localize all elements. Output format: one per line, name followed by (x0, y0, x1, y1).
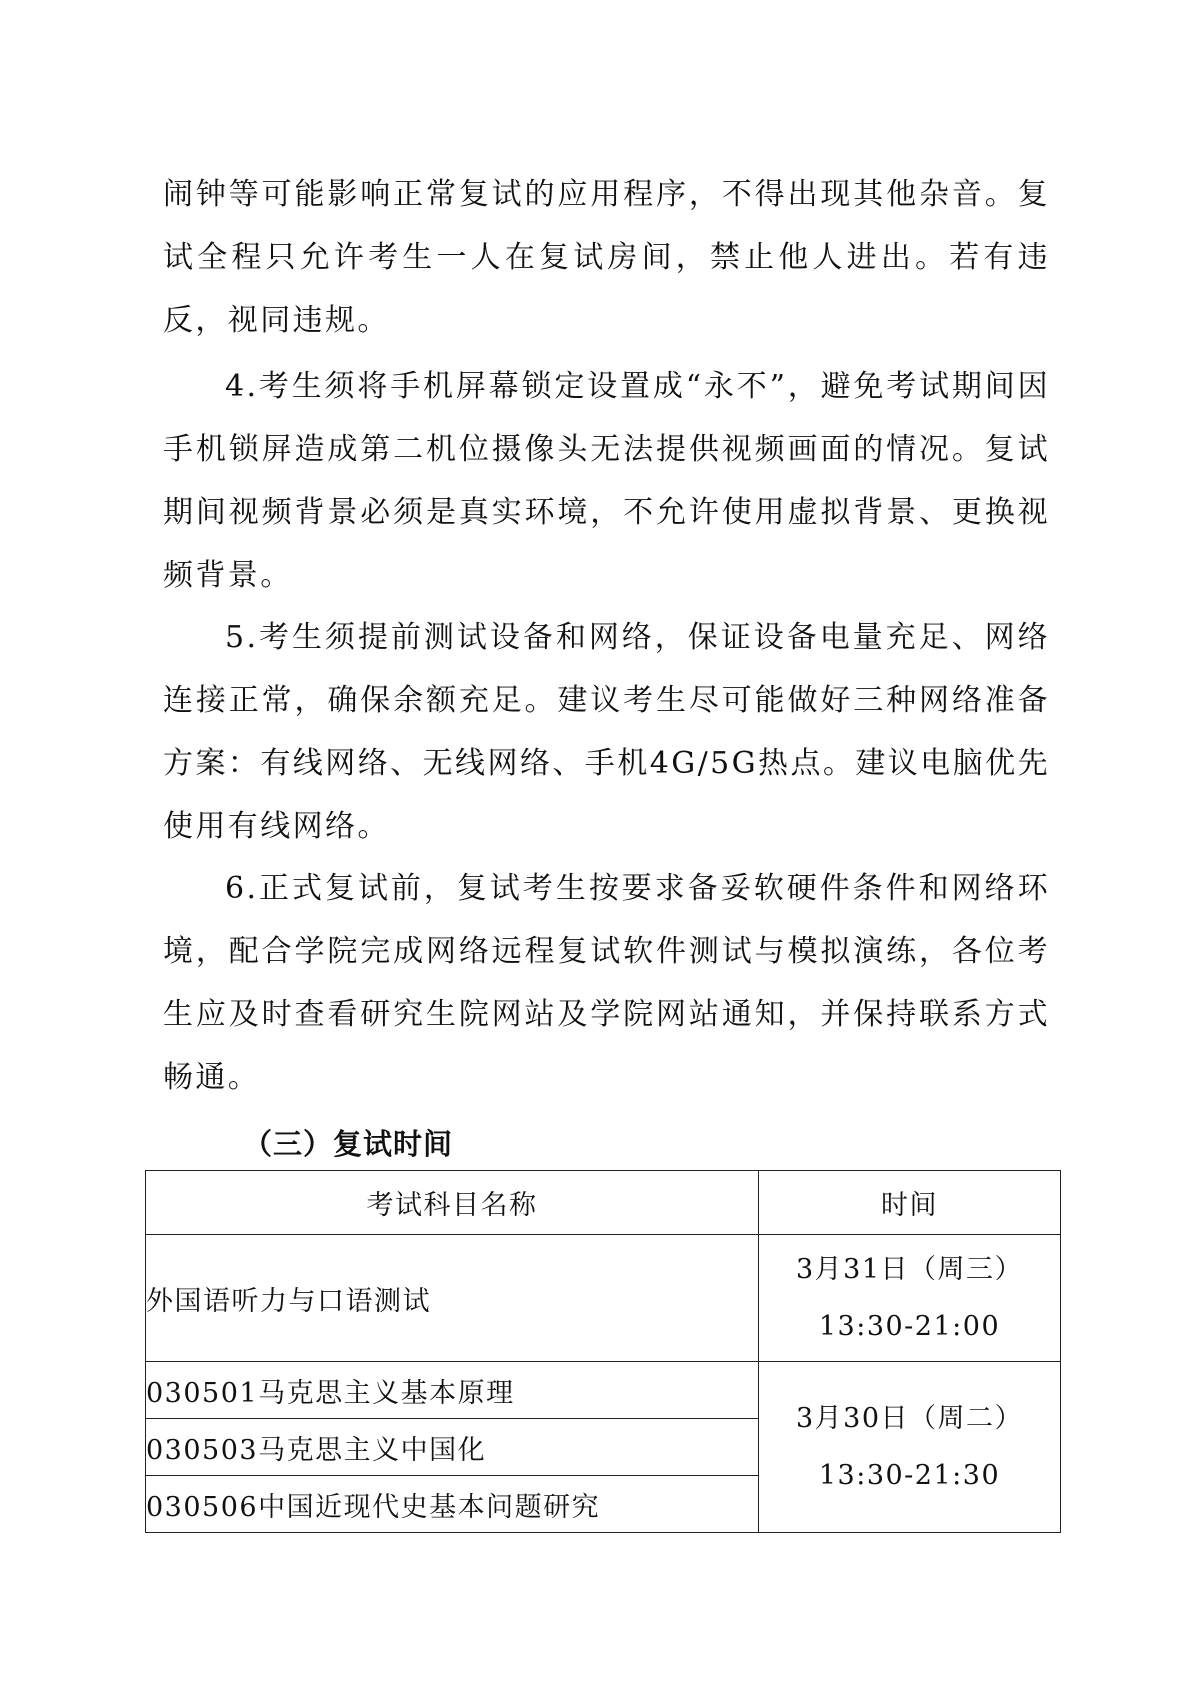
table-header-row (146, 1171, 1061, 1235)
time-cell (759, 1362, 1061, 1533)
schedule-table (145, 1170, 1061, 1533)
time-cell (759, 1235, 1061, 1362)
table-row (146, 1235, 1061, 1362)
time-date: 3月30日（周二） (795, 1403, 1024, 1434)
paragraph-item-5: 5.考生须提前测试设备和网络，保证设备电量充足、网络连接正常，确保余额充足。建议考生尽可能做好三种网络准备方案：有线网络、无线网络、手机4G/5G热点。建议电脑优先使用有线网络。 (163, 620, 1050, 844)
paragraph-item-4: 4.考生须将手机屏幕锁定设置成“永不”，避免考试期间因手机锁屏造成第二机位摄像头无法提供视频画面的情况。复试期间视频背景必须是真实环境，不允许使用虚拟背景、更换视频背景。 (163, 369, 1050, 593)
time-hours: 13:30-21:00 (818, 1311, 1001, 1342)
subject-cell: 030506中国近现代史基本问题研究 (146, 1476, 759, 1533)
subject-cell: 030501马克思主义基本原理 (146, 1362, 759, 1419)
paragraph-continued: 闹钟等可能影响正常复试的应用程序，不得出现其他杂音。复试全程只允许考生一人在复试房间，禁止他人进出。若有违反，视同违规。 (163, 177, 1050, 338)
table-row (146, 1362, 1061, 1419)
time-hours: 13:30-21:30 (818, 1460, 1001, 1491)
section-title: （三）复试时间 (243, 1127, 454, 1161)
header-subject: 考试科目名称 (146, 1171, 759, 1235)
paragraph-item-6: 6.正式复试前，复试考生按要求备妥软硬件条件和网络环境，配合学院完成网络远程复试软件测试与模拟演练，各位考生应及时查看研究生院网站及学院网站通知，并保持联系方式畅通。 (163, 871, 1050, 1095)
time-date: 3月31日（周三） (795, 1254, 1024, 1285)
header-time: 时间 (759, 1171, 1061, 1235)
subject-cell: 外国语听力与口语测试 (146, 1235, 759, 1362)
subject-cell: 030503马克思主义中国化 (146, 1419, 759, 1476)
